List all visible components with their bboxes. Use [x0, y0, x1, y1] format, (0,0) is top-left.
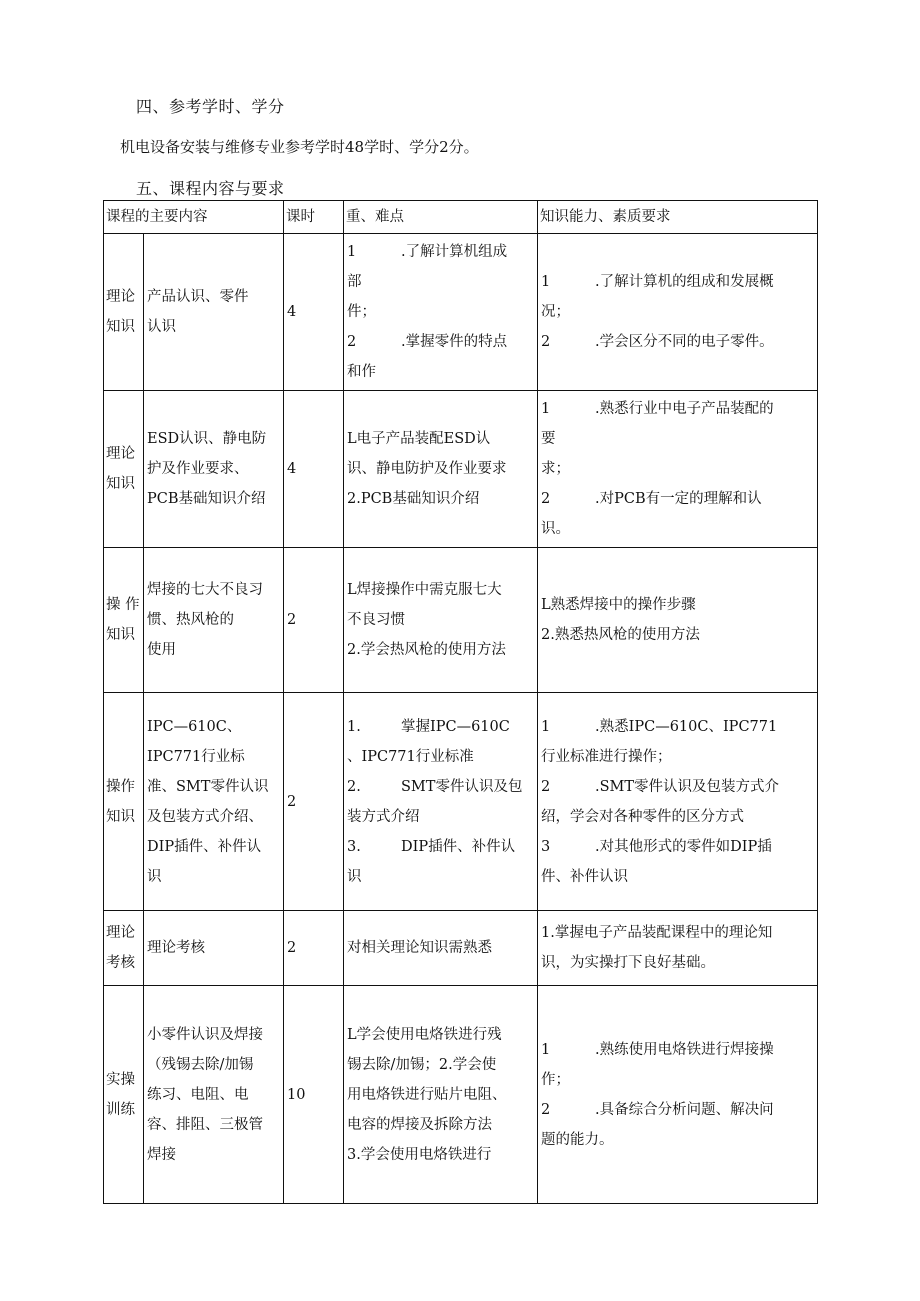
row-category — [104, 548, 144, 693]
item-text: 2.学会热风枪的使用方法 — [347, 642, 506, 658]
content-line: 焊接的七大不良习 — [147, 582, 263, 598]
text-line — [347, 772, 534, 802]
text-line — [347, 237, 534, 267]
text-line — [541, 802, 814, 832]
content-line: 小零件认识及焊接 — [147, 1026, 263, 1043]
section-5-heading: 五、课程内容与要求 — [136, 179, 285, 198]
row-category — [104, 911, 144, 986]
text-line — [541, 394, 814, 424]
text-line — [541, 1095, 814, 1125]
category-line: 知识 — [106, 808, 135, 825]
text-line — [541, 620, 814, 650]
content-line: 识 — [147, 868, 162, 885]
text-line — [541, 772, 814, 802]
item-text: 锡去除/加锡；2.学会使 — [347, 1056, 497, 1073]
category-line: 知识 — [106, 319, 135, 335]
text-line — [347, 712, 534, 742]
item-text: .熟悉IPC—610C、IPC771 — [595, 718, 778, 735]
item-text: .具备综合分析问题、解决问 — [595, 1101, 774, 1118]
header-key-points: 重、难点 — [344, 201, 538, 234]
category-line: 理论 — [106, 925, 135, 941]
row-requirements — [538, 986, 818, 1204]
text-line — [541, 514, 814, 544]
text-line — [541, 424, 814, 454]
table-row — [104, 986, 818, 1204]
category-line: 理论 — [106, 289, 135, 305]
item-text: 件； — [347, 304, 376, 320]
row-requirements — [538, 234, 818, 391]
row-category — [104, 986, 144, 1204]
row-key-points — [344, 911, 538, 986]
item-text: .熟悉行业中电子产品装配的 — [595, 401, 774, 417]
item-number: 2. — [347, 778, 361, 795]
row-requirements — [538, 693, 818, 911]
text-line — [541, 948, 814, 978]
item-number: 2 — [541, 1101, 551, 1118]
table-row — [104, 693, 818, 911]
text-line — [347, 454, 534, 484]
item-text: 2.熟悉热风枪的使用方法 — [541, 627, 700, 643]
text-line — [541, 267, 814, 297]
text-line — [541, 832, 814, 862]
table-row — [104, 234, 818, 391]
row-key-points — [344, 548, 538, 693]
row-content — [144, 548, 284, 693]
item-text: 识，为实操打下良好基础。 — [541, 955, 715, 971]
row-key-points — [344, 693, 538, 911]
row-requirements — [538, 911, 818, 986]
item-text: 况； — [541, 304, 570, 320]
item-text: .学会区分不同的电子零件。 — [595, 334, 774, 350]
header-requirements: 知识能力、素质要求 — [538, 201, 818, 234]
item-text: 识、静电防护及作业要求 — [347, 461, 507, 477]
row-content — [144, 693, 284, 911]
content-line: 认识 — [147, 319, 176, 335]
category-line: 知识 — [106, 627, 135, 643]
item-text: L焊接操作中需克服七大 — [347, 582, 502, 598]
text-line — [347, 605, 534, 635]
item-text: .对其他形式的零件如DIP插 — [595, 838, 772, 855]
table-row — [104, 391, 818, 548]
row-requirements — [538, 548, 818, 693]
table-row — [104, 911, 818, 986]
category-line: 实操 — [106, 1071, 135, 1088]
text-line — [347, 327, 534, 357]
item-text: 用电烙铁进行贴片电阻、 — [347, 1086, 507, 1103]
item-number: 1 — [347, 244, 357, 260]
item-text: 2.PCB基础知识介绍 — [347, 491, 480, 507]
text-line — [541, 484, 814, 514]
row-category — [104, 234, 144, 391]
row-hours: 2 — [284, 548, 344, 693]
text-line — [347, 1140, 534, 1170]
text-line — [541, 742, 814, 772]
section-4-heading: 四、参考学时、学分 — [136, 97, 285, 116]
category-line: 考核 — [106, 955, 135, 971]
text-line — [541, 918, 814, 948]
row-content — [144, 986, 284, 1204]
content-line: 护及作业要求、 — [147, 461, 249, 477]
row-category — [104, 693, 144, 911]
text-line — [541, 454, 814, 484]
content-line: （残锡去除/加锡 — [147, 1056, 254, 1073]
text-line — [541, 862, 814, 892]
row-content — [144, 391, 284, 548]
row-key-points — [344, 986, 538, 1204]
category-line: 理论 — [106, 446, 135, 462]
item-number: 3. — [347, 838, 361, 855]
item-text: 部 — [347, 274, 362, 290]
text-line — [541, 1035, 814, 1065]
section-4-text: 机电设备安装与维修专业参考学时48学时、学分2分。 — [120, 138, 479, 156]
category-line: 操 作 — [106, 597, 140, 613]
item-text: 要 — [541, 431, 556, 447]
row-requirements — [538, 391, 818, 548]
text-line — [541, 1065, 814, 1095]
table-row — [104, 548, 818, 693]
item-text: 装方式介绍 — [347, 808, 420, 825]
text-line — [347, 832, 534, 862]
item-text: SMT零件认识及包 — [401, 778, 523, 795]
content-line: PCB基础知识介绍 — [147, 491, 266, 507]
content-line: 焊接 — [147, 1146, 176, 1163]
text-line — [541, 1125, 814, 1155]
text-line — [541, 712, 814, 742]
row-key-points — [344, 391, 538, 548]
text-line — [541, 327, 814, 357]
item-number: 1 — [541, 1041, 551, 1058]
item-text: 绍，学会对各种零件的区分方式 — [541, 808, 744, 825]
item-text: 作； — [541, 1071, 570, 1088]
item-text: .掌握零件的特点 — [401, 334, 508, 350]
text-line — [541, 297, 814, 327]
text-line — [347, 357, 534, 387]
content-line: 惯、热风枪的 — [147, 612, 234, 628]
item-text: 3.学会使用电烙铁进行 — [347, 1146, 492, 1163]
item-number: 1 — [541, 274, 551, 290]
item-number: 3 — [541, 838, 551, 855]
text-line — [347, 862, 534, 892]
text-line — [347, 1110, 534, 1140]
item-text: .了解计算机的组成和发展概 — [595, 274, 774, 290]
content-line: 及包装方式介绍、 — [147, 808, 263, 825]
item-number: 2 — [347, 334, 357, 350]
item-text: 行业标准进行操作； — [541, 748, 672, 765]
item-text: 电容的焊接及拆除方法 — [347, 1116, 492, 1133]
content-line: 练习、电阻、电 — [147, 1086, 249, 1103]
item-text: .对PCB有一定的理解和认 — [595, 491, 762, 507]
row-content — [144, 911, 284, 986]
item-text: .熟练使用电烙铁进行焊接操 — [595, 1041, 774, 1058]
item-text: 识 — [347, 868, 362, 885]
content-line: 产品认识、零件 — [147, 289, 249, 305]
item-number: 1. — [347, 718, 361, 735]
item-text: DIP插件、补件认 — [401, 838, 516, 855]
item-text: 和作 — [347, 364, 376, 380]
item-number: 2 — [541, 334, 551, 350]
text-line — [347, 424, 534, 454]
text-line — [347, 742, 534, 772]
content-line: IPC771行业标 — [147, 748, 245, 765]
item-text: 掌握IPC—610C — [401, 718, 510, 735]
text-line — [347, 575, 534, 605]
category-line: 操作 — [106, 778, 135, 795]
row-hours: 10 — [284, 986, 344, 1204]
item-text: 识。 — [541, 521, 570, 537]
category-line: 知识 — [106, 476, 135, 492]
text-line — [347, 1080, 534, 1110]
table-header-row — [104, 201, 818, 234]
item-text: 1.掌握电子产品装配课程中的理论知 — [541, 925, 773, 941]
header-hours: 课时 — [284, 201, 344, 234]
row-key-points — [344, 234, 538, 391]
text-line — [347, 635, 534, 665]
item-text: 题的能力。 — [541, 1131, 614, 1148]
row-hours: 2 — [284, 911, 344, 986]
item-text: .了解计算机组成 — [401, 244, 508, 260]
item-text: 求； — [541, 461, 570, 477]
content-line: 容、排阻、三极管 — [147, 1116, 263, 1133]
item-text: .SMT零件认识及包装方式介 — [595, 778, 780, 795]
content-line: IPC—610C、 — [147, 718, 242, 735]
item-number: 2 — [541, 778, 551, 795]
row-hours: 2 — [284, 693, 344, 911]
item-number: 2 — [541, 491, 551, 507]
content-line: 准、SMT零件认识 — [147, 778, 269, 795]
text-line — [347, 802, 534, 832]
content-line: DIP插件、补件认 — [147, 838, 262, 855]
item-text: L学会使用电烙铁进行残 — [347, 1026, 502, 1043]
item-number: 1 — [541, 718, 551, 735]
row-content — [144, 234, 284, 391]
header-main-content: 课程的主要内容 — [104, 201, 284, 234]
item-text: L熟悉焊接中的操作步骤 — [541, 597, 696, 613]
row-hours: 4 — [284, 391, 344, 548]
row-category — [104, 391, 144, 548]
item-text: 不良习惯 — [347, 612, 405, 628]
text-line — [347, 484, 534, 514]
text-line — [347, 1020, 534, 1050]
text-line — [347, 933, 534, 963]
content-line: 理论考核 — [147, 940, 205, 956]
text-line — [347, 1050, 534, 1080]
text-line — [347, 267, 534, 297]
item-text: 件、补件认识 — [541, 868, 628, 885]
item-text: 对相关理论知识需熟悉 — [347, 940, 492, 956]
text-line — [347, 297, 534, 327]
content-line: 使用 — [147, 642, 176, 658]
item-text: 、IPC771行业标准 — [347, 748, 474, 765]
text-line — [541, 590, 814, 620]
row-hours: 4 — [284, 234, 344, 391]
course-content-table — [103, 200, 818, 1204]
content-line: ESD认识、静电防 — [147, 431, 267, 447]
category-line: 训练 — [106, 1101, 135, 1118]
item-text: L电子产品装配ESD认 — [347, 431, 491, 447]
item-number: 1 — [541, 401, 551, 417]
